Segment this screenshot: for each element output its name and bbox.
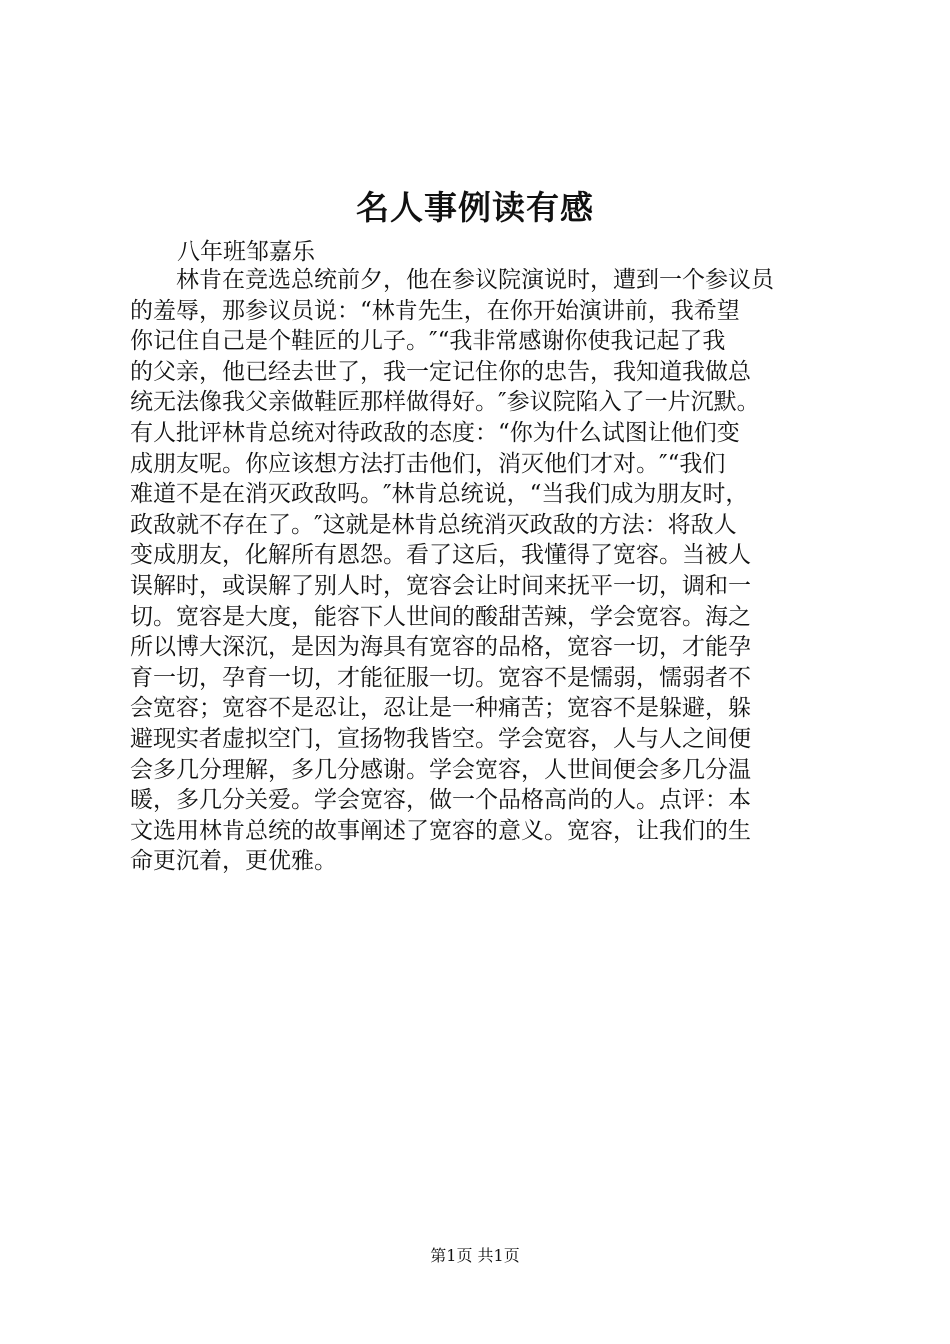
author-byline: 八年班邹嘉乐	[177, 239, 315, 265]
body-line: 统无法像我父亲做鞋匠那样做得好。″参议院陷入了一片沉默。	[130, 389, 760, 416]
body-line: 的父亲，他已经去世了，我一定记住你的忠告，我知道我做总	[130, 358, 751, 385]
body-line: 的羞辱，那参议员说：“林肯先生，在你开始演讲前，我希望	[130, 297, 740, 324]
body-line: 林肯在竞选总统前夕，他在参议院演说时，遭到一个参议员	[130, 267, 774, 293]
page-title: 名人事例读有感	[356, 188, 594, 227]
body-line: 所以博大深沉，是因为海具有宽容的品格，宽容一切，才能孕	[130, 634, 751, 661]
body-line: 避现实者虚拟空门，宣扬物我皆空。学会宽容，人与人之间便	[130, 725, 751, 752]
body-line: 文选用林肯总统的故事阐述了宽容的意义。宽容，让我们的生	[130, 817, 751, 844]
body-line: 变成朋友，化解所有恩怨。看了这后，我懂得了宽容。当被人	[130, 542, 751, 569]
body-line: 误解时，或误解了别人时，宽容会让时间来抚平一切，调和一	[130, 572, 751, 599]
page-footer: 第1页 共1页	[430, 1246, 520, 1265]
body-line: 难道不是在消灭政敌吗。″林肯总统说，“当我们成为朋友时，	[130, 481, 749, 508]
body-line: 育一切，孕育一切，才能征服一切。宽容不是懦弱，懦弱者不	[130, 664, 751, 691]
body-line: 会多几分理解，多几分感谢。学会宽容，人世间便会多几分温	[130, 756, 751, 783]
body-line: 有人批评林肯总统对待政敌的态度：“你为什么试图让他们变	[130, 419, 740, 446]
article-body	[130, 265, 830, 877]
body-line: 命更沉着，更优雅。	[130, 848, 337, 875]
body-line: 成朋友呢。你应该想方法打击他们，消灭他们才对。″“我们	[130, 450, 726, 477]
body-line: 你记住自己是个鞋匠的儿子。″“我非常感谢你使我记起了我	[130, 328, 726, 355]
body-line: 切。宽容是大度，能容下人世间的酸甜苦辣，学会宽容。海之	[130, 603, 751, 630]
body-line: 暖，多几分关爱。学会宽容，做一个品格高尚的人。点评：本	[130, 787, 751, 814]
body-line: 会宽容；宽容不是忍让，忍让是一种痛苦；宽容不是躲避，躲	[130, 695, 751, 722]
body-line: 政敌就不存在了。″这就是林肯总统消灭政敌的方法：将敌人	[130, 511, 737, 538]
